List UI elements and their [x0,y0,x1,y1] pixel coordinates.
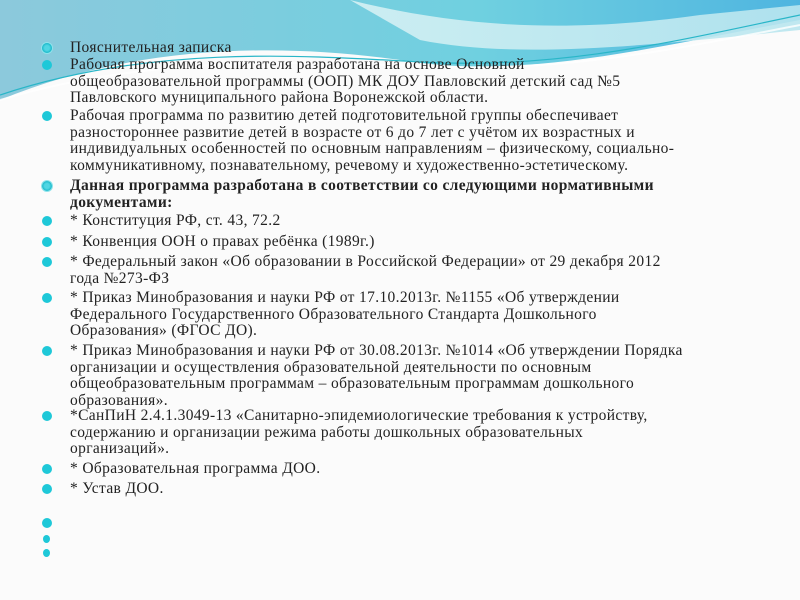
list-item-text-line: * Конвенция ООН о правах ребёнка (1989г.) [70,233,375,250]
list-item-text-line: образования». [70,391,168,409]
dot-icon [43,549,50,557]
list-item-text-line: содержанию и организации режима работы дошкольных образовательных [70,423,584,441]
list-item-text-line: коммуникативному, познавательному, речевому и художественно-эстетическому. [70,156,629,174]
list-item-text-line: организации и осуществления образовательной деятельности по основным [70,358,592,376]
list-item-text-line: * Образовательная программа ДОО. [70,460,321,477]
dot-icon [42,411,52,421]
list-item-text-line: Павловского муниципального района Воронежской области. [70,89,489,107]
list-item-text-line: индивидуальных особенностей по основным направлениям – физическому, социально- [70,140,675,158]
dot-icon [43,535,50,543]
dot-icon [42,111,52,121]
list-item-text-line: Данная программа разработана в соответствии со следующими нормативными [70,177,654,194]
list-item-text-line: разностороннее развитие детей в возрасте от 6 до 7 лет с учётом их возрастных и [70,123,635,141]
list-item-text-line: Рабочая программа по развитию детей подготовительной группы обеспечивает [70,107,619,124]
dot-icon [42,464,52,474]
list-item-text-line: Образования» (ФГОС ДО). [70,322,258,340]
dot-icon [42,346,52,356]
dot-icon [42,257,52,267]
list-item [70,254,661,287]
list-item-text-line: общеобразовательным программам – образовательным программам дошкольного [70,375,635,393]
list-item [70,178,654,211]
list-item-text-line: организаций». [70,440,170,458]
list-item-text-line: * Федеральный закон «Об образовании в Российской Федерации» от 29 декабря 2012 [70,253,661,270]
list-item-text-line: Пояснительная записка [70,39,232,56]
list-item [70,343,683,409]
dot-icon [42,237,52,247]
list-item [70,234,375,251]
list-item-text-line: * Конституция РФ, ст. 43, 72.2 [70,212,281,229]
list-item-text-line: * Приказ Минобразования и науки РФ от 17.10.2013г. №1155 «Об утверждении [70,289,620,306]
list-item [70,290,620,340]
list-item-text-line: документами: [70,193,173,211]
star-icon [42,43,52,53]
list-item [70,481,164,498]
list-item [70,461,320,478]
dot-icon [42,60,52,70]
dot-icon [42,293,52,303]
list-item [70,108,674,174]
star-icon [42,181,52,191]
list-item-text-line: *СанПиН 2.4.1.3049-13 «Санитарно-эпидемиологические требования к устройству, [70,407,648,424]
list-item-text-line: года №273-ФЗ [70,269,170,287]
list-item-text-line: Федерального Государственного Образовательного Стандарта Дошкольного [70,305,597,323]
list-item-text-line: * Устав ДОО. [70,480,164,497]
list-item [70,213,281,230]
list-item-text-line: Рабочая программа воспитателя разработана на основе Основной [70,56,525,73]
list-item-text-line: общеобразовательной программы (ООП) МК ДОУ Павловский детский сад №5 [70,72,621,90]
list-item [70,408,648,458]
list-item [70,40,232,57]
list-item [70,57,620,107]
list-item-text-line: * Приказ Минобразования и науки РФ от 30.08.2013г. №1014 «Об утверждении Порядка [70,342,683,359]
dot-icon [42,484,52,494]
dot-icon [42,518,52,528]
dot-icon [42,216,52,226]
